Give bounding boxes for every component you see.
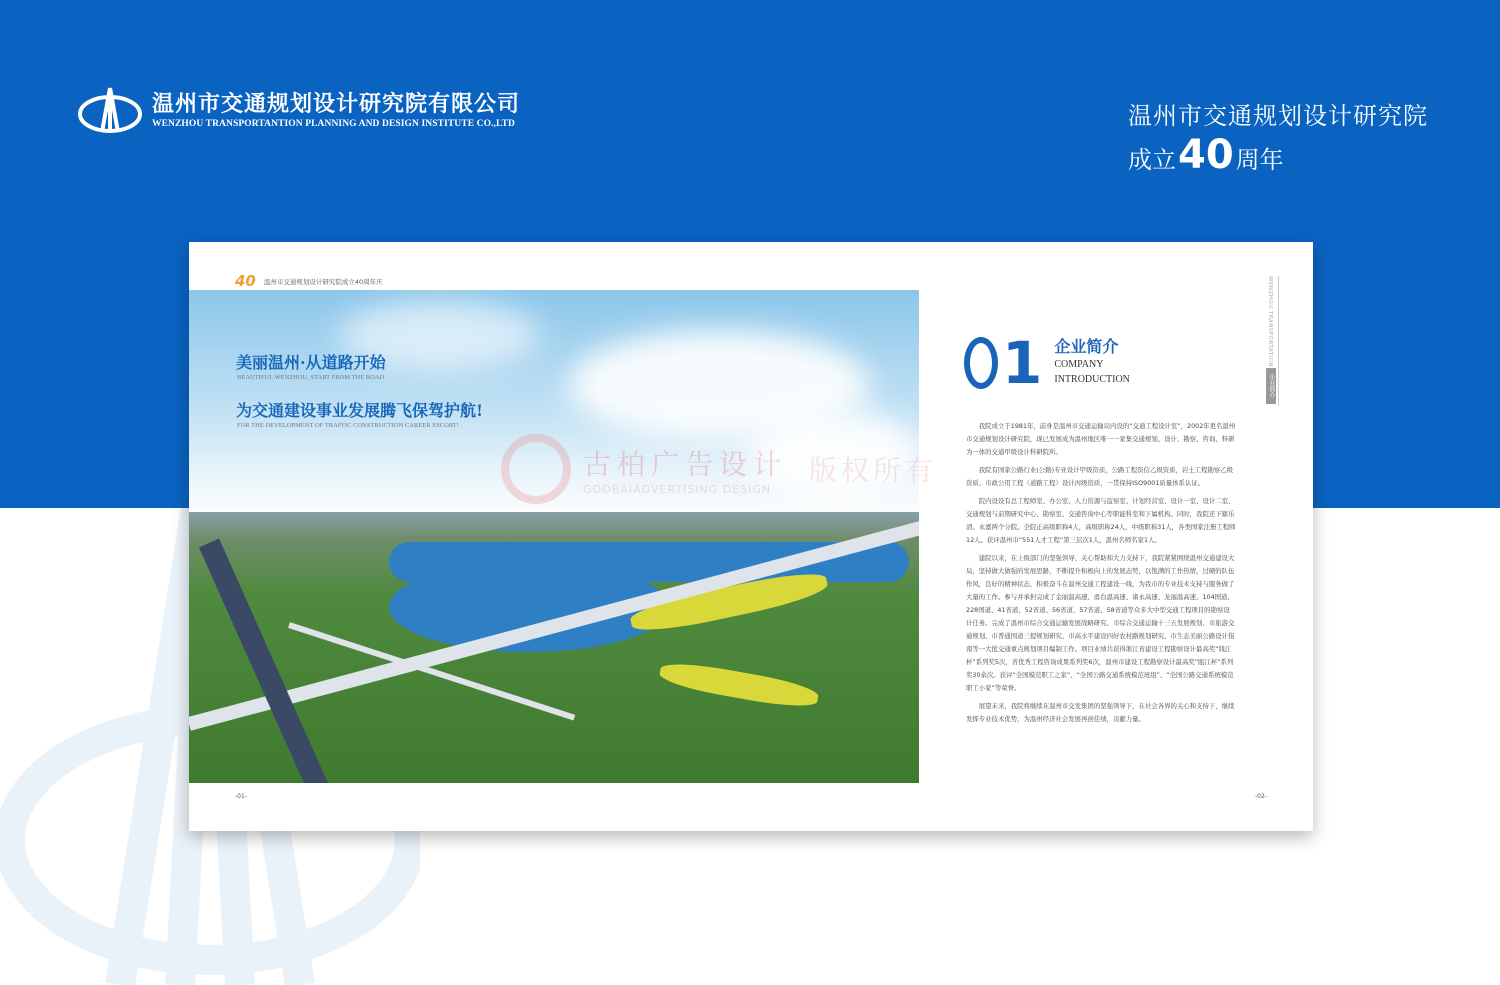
slogan-suffix: 周年 <box>1235 146 1284 174</box>
headline-1: 美丽温州·从道路开始 <box>236 353 386 372</box>
slogan-line1: 温州市交通规划设计研究院 <box>1128 102 1428 130</box>
company-introduction-text <box>966 420 1236 731</box>
watermark-en: GOOBAIADVERTISING DESIGN <box>583 482 772 496</box>
section-title-en2: INTRODUCTION <box>1054 374 1130 385</box>
paragraph: 我院成立于1981年，前身是温州市交通运输局内设的“交通工程设计室”，2002年更名温州市交通规划设计研究院，现已发展成为温州地区唯一一家集交通规划、设计、勘察、咨询、科研为一体的交通甲级设计科研院所。 <box>966 422 1236 456</box>
highway-aerial-photo <box>189 290 919 783</box>
anniversary-40-logo: 40 <box>235 272 256 290</box>
paragraph: 院内设设有总工程师室、办公室、人力资源与监察室、计划经营室、设计一室、设计二室、交通规划与前期研究中心、勘察室、交通咨询中心等职能科室和下属机构。同时，我院还下辖乐清、永嘉两个分院。全院正高级职称4人，高级职称24人，中级职称31人，各类国家注册工程师12人。获评温州市“551人才工程”第三层次1人，温州名师名家1人。 <box>966 497 1236 544</box>
section-title-en1: COMPANY <box>1054 359 1104 370</box>
brochure-spread <box>189 242 1313 831</box>
watermark-cn: 古柏广告设计 <box>583 447 788 481</box>
brochure-header <box>235 272 383 290</box>
slogan-years: 40 <box>1178 132 1234 178</box>
copyright-watermark <box>501 434 937 504</box>
watermark-rights: 版权所有 <box>809 454 938 487</box>
headline-2-english: FOR THE DEVELOPMENT OF TRAFFIC CONSTRUCTION CAREER ESCORT! <box>237 422 459 429</box>
section-title-cn: 企业简介 <box>1054 337 1119 356</box>
paragraph: 我院有国家公路行业(公路)专业设计甲级资质，公路工程资信乙级资质，岩土工程勘察乙级资质、市政公用工程（道路工程）设计丙级资质，一贯保持ISO9001质量体系认证。 <box>966 466 1234 487</box>
company-name-en: WENZHOU TRANSPORTANTION PLANNING AND DESIGN INSTITUTE CO.,LTD <box>152 119 515 129</box>
slogan-prefix: 成立 <box>1128 146 1176 174</box>
headline-2: 为交通建设事业发展腾飞保驾护航! <box>236 401 484 420</box>
company-logo <box>78 86 520 134</box>
section-zero-emblem-icon <box>964 337 998 389</box>
section-heading <box>964 329 1130 397</box>
brochure-header-title: 温州市交通规划设计研究院成立40周年庆 <box>263 277 383 286</box>
headline-1-english: BEAUTIFUL WENZHOU, START FROM THE ROAD <box>237 374 385 381</box>
section-number: 1 <box>1002 329 1043 397</box>
vertical-section-tag: 企业简介 <box>1266 368 1276 404</box>
paragraph: 展望未来，我院将继续在温州市交发集团的坚强领导下，在社会各界的关心和支持下，继续发挥专业技术优势，为温州经济社会发展再创佳绩，贡献力量。 <box>966 702 1235 723</box>
page-number-right: -02- <box>1255 793 1267 800</box>
watermark-logo-icon <box>501 434 571 504</box>
paragraph: 建院以来，在上级部门的坚强领导、关心帮助和大力支持下，我院紧紧围绕温州交通建设大局，坚持做大做强的发展思路，不断提升积极向上的发展态势，以饱满的工作热情，过硬的队伍作风，良好的精神状态，积极奋斗在温州交通工程建设一线，为我市的专业技术支持与服务做了大量的工作。参与并承担完成了金丽温高速、甬台温高速、诸永高速、龙丽温高速、104国道、228国道、41省道、52省道、56省道、57省道、58省道等众多大中型交通工程项目的勘察设计任务。完成了温州市综合交通运输发展战略研究、市综合交通运输十三五发展规划、市旅游交通规划、市普通国道三提规划研究、市高水平建设四好农村路规划研究、市生态美丽公路设计指南等一大批交通重点规划项目编制工作。项目业绩共获得浙江省建设工程勘察设计最高奖“钱江杯”系列奖5次，省优秀工程咨询成果系列奖6次，温州市建设工程勘察设计最高奖“瓯江杯”系列奖30余次。获评“全国模范职工之家”、“全国公路交通系统模范班组”、“全国公路交通系统模范职工小家”等荣誉。 <box>966 554 1235 692</box>
vertical-divider <box>1278 276 1279 406</box>
company-emblem-icon <box>78 86 142 134</box>
vertical-english-label: WENZHOU TRANSPORTATION <box>1267 276 1273 368</box>
page-number-left: -01- <box>235 793 247 800</box>
anniversary-slogan <box>1128 96 1428 178</box>
company-name-cn: 温州市交通规划设计研究院有限公司 <box>152 92 521 117</box>
